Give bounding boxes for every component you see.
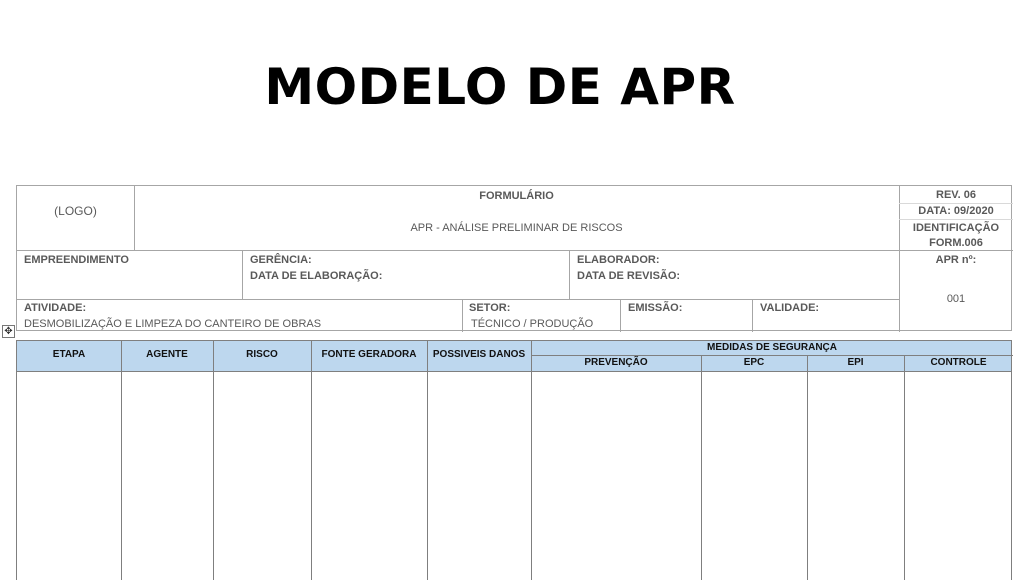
page-title: MODELO DE APR — [264, 58, 736, 116]
risk-table — [16, 340, 1012, 580]
column-etapa: ETAPA — [52, 349, 86, 360]
data-revisao-label: DATA DE REVISÃO: — [577, 270, 681, 282]
column-agente: AGENTE — [146, 349, 188, 360]
revision: REV. 06 — [936, 189, 976, 201]
form-header — [16, 185, 1012, 331]
setor-value: TÉCNICO / PRODUÇÃO — [471, 318, 594, 330]
apr-number-value: 001 — [946, 293, 966, 305]
validade-label: VALIDADE: — [760, 302, 820, 314]
setor-label: SETOR: — [469, 302, 511, 314]
column-prevencao: PREVENÇÃO — [584, 357, 648, 368]
column-fonte-geradora: FONTE GERADORA — [321, 349, 417, 360]
data-elaboracao-label: DATA DE ELABORAÇÃO: — [250, 270, 383, 282]
empreendimento-label: EMPREENDIMENTO — [24, 254, 129, 266]
column-controle: CONTROLE — [930, 357, 987, 368]
apr-number-label: APR nº: — [935, 254, 977, 266]
form-subtitle: APR - ANÁLISE PRELIMINAR DE RISCOS — [410, 222, 623, 234]
revision-date: DATA: 09/2020 — [918, 205, 994, 217]
gerencia-label: GERÊNCIA: — [250, 254, 312, 266]
form-code: FORM.006 — [929, 237, 983, 249]
column-possiveis-danos: POSSIVEIS DANOS — [432, 349, 526, 360]
elaborador-label: ELABORADOR: — [577, 254, 660, 266]
logo-placeholder: (LOGO) — [54, 204, 97, 218]
form-title: FORMULÁRIO — [479, 190, 554, 202]
column-epc: EPC — [743, 357, 765, 368]
column-epi: EPI — [847, 357, 864, 368]
identification-label: IDENTIFICAÇÃO — [912, 222, 1000, 234]
group-medidas-seguranca: MEDIDAS DE SEGURANÇA — [706, 342, 837, 353]
column-risco: RISCO — [246, 349, 278, 360]
table-move-handle-icon[interactable]: ✥ — [2, 325, 15, 338]
emissao-label: EMISSÃO: — [628, 302, 683, 314]
atividade-label: ATIVIDADE: — [24, 302, 87, 314]
atividade-value: DESMOBILIZAÇÃO E LIMPEZA DO CANTEIRO DE OBRAS — [24, 318, 322, 330]
